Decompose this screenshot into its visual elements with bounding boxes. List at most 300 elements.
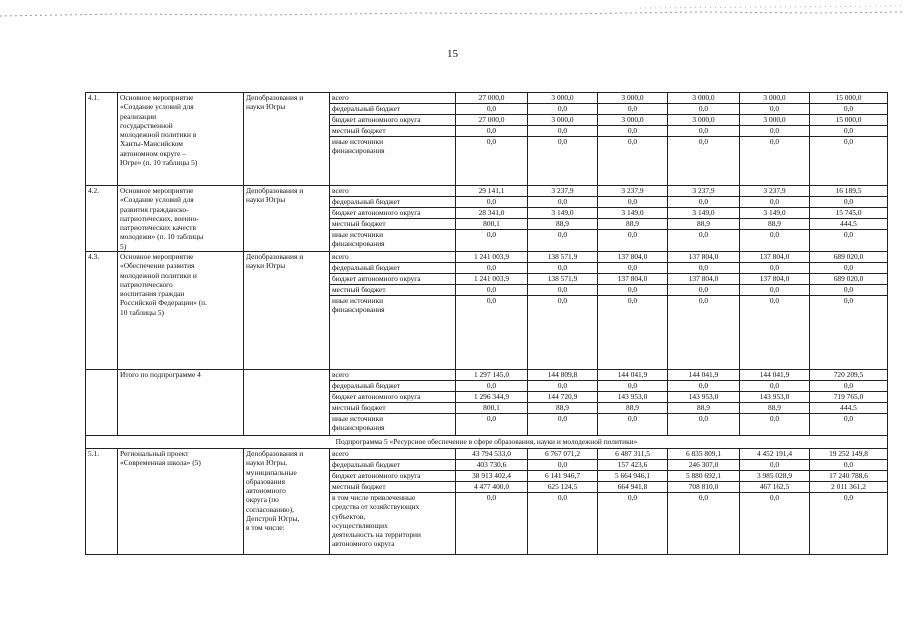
value-cell: 0,0 [810, 460, 888, 471]
source-cell-line: федеральный бюджет [332, 104, 401, 113]
source-cell-text [332, 414, 453, 433]
source-cell-text [332, 493, 453, 549]
value-cell: 3 000,0 [668, 115, 740, 126]
source-cell-line: всего [332, 93, 349, 102]
value-cell: 5 880 692,1 [668, 471, 740, 482]
value-cell: 144 041,9 [668, 370, 740, 381]
executor-cell-line: Депобразования и [246, 449, 304, 458]
source-cell [330, 126, 456, 137]
source-cell-text [332, 93, 453, 102]
value-cell: 0,0 [810, 493, 888, 555]
value-cell: 138 571,9 [528, 252, 598, 263]
value-cell: 0,0 [740, 126, 810, 137]
value-cell: 0,0 [598, 230, 668, 252]
event-cell-text [120, 93, 241, 167]
executor-cell-line: Депобразования и [246, 186, 304, 195]
source-cell-text [332, 392, 453, 401]
value-cell: 88,9 [668, 219, 740, 230]
source-cell-text [332, 104, 453, 113]
event-cell-line: «Современная школа» (5) [120, 458, 201, 468]
event-cell-text [120, 252, 241, 317]
source-cell [330, 414, 456, 436]
value-cell: 0,0 [456, 197, 528, 208]
value-cell: 0,0 [528, 285, 598, 296]
value-cell: 0,0 [456, 414, 528, 436]
source-cell [330, 137, 456, 186]
source-cell [330, 93, 456, 104]
value-cell: 0,0 [810, 104, 888, 115]
row-number: 4.3. [86, 252, 118, 370]
value-cell: 137 804,0 [668, 252, 740, 263]
value-cell: 88,9 [740, 403, 810, 414]
value-cell: 0,0 [456, 230, 528, 252]
value-cell: 719 765,0 [810, 392, 888, 403]
value-cell: 0,0 [456, 137, 528, 186]
executor-cell [244, 186, 330, 252]
source-cell-line: местный бюджет [332, 285, 386, 294]
value-cell: 1 241 003,9 [456, 274, 528, 285]
value-cell: 137 804,0 [668, 274, 740, 285]
source-cell-text [332, 471, 453, 480]
value-cell: 0,0 [456, 493, 528, 555]
value-cell: 88,9 [598, 219, 668, 230]
value-cell: 467 162,5 [740, 482, 810, 493]
value-cell: 0,0 [668, 285, 740, 296]
executor-cell [244, 449, 330, 555]
event-cell-line: патриотического [120, 279, 173, 289]
source-cell-line: осуществляющих [332, 520, 388, 530]
value-cell: 3 985 028,9 [740, 471, 810, 482]
value-cell: 246 307,0 [668, 460, 740, 471]
value-cell: 800,1 [456, 403, 528, 414]
value-cell: 3 149,0 [668, 208, 740, 219]
source-cell [330, 471, 456, 482]
value-cell: 0,0 [810, 414, 888, 436]
value-cell: 3 237,9 [668, 186, 740, 197]
source-cell-line: всего [332, 252, 349, 261]
value-cell: 664 941,8 [598, 482, 668, 493]
source-cell [330, 186, 456, 197]
value-cell: 3 149,0 [528, 208, 598, 219]
value-cell: 0,0 [668, 414, 740, 436]
event-cell-line: патриотических, военно- [120, 213, 199, 223]
value-cell: 4 452 191,4 [740, 449, 810, 460]
value-cell: 0,0 [598, 137, 668, 186]
source-cell-text [332, 186, 453, 195]
value-cell: 0,0 [740, 493, 810, 555]
value-cell: 0,0 [668, 381, 740, 392]
value-cell: 157 423,6 [598, 460, 668, 471]
financing-table [85, 92, 888, 555]
value-cell: 3 000,0 [598, 93, 668, 104]
value-cell: 0,0 [810, 230, 888, 252]
value-cell: 0,0 [528, 381, 598, 392]
source-cell [330, 370, 456, 381]
event-cell [118, 186, 244, 252]
event-cell-line: реализации [120, 111, 157, 121]
value-cell: 0,0 [810, 137, 888, 186]
value-cell: 88,9 [598, 403, 668, 414]
value-cell: 720 209,5 [810, 370, 888, 381]
value-cell: 3 149,0 [740, 208, 810, 219]
value-cell: 0,0 [668, 493, 740, 555]
source-cell-line: местный бюджет [332, 482, 386, 491]
source-cell-line: федеральный бюджет [332, 263, 401, 272]
value-cell: 6 141 946,7 [528, 471, 598, 482]
value-cell: 137 804,0 [740, 274, 810, 285]
value-cell: 3 000,0 [528, 93, 598, 104]
event-cell-line: 10 таблицы 5) [120, 307, 164, 317]
value-cell: 0,0 [810, 296, 888, 370]
value-cell: 0,0 [528, 296, 598, 370]
source-cell [330, 482, 456, 493]
source-cell [330, 219, 456, 230]
value-cell: 0,0 [528, 230, 598, 252]
source-cell-text [332, 208, 453, 217]
source-cell-line: иные источники [332, 296, 384, 305]
source-cell [330, 230, 456, 252]
subprogram-row [86, 436, 888, 449]
value-cell: 1 297 145,0 [456, 370, 528, 381]
event-cell-text [120, 186, 241, 251]
source-cell-line: средства от хозяйствующих [332, 502, 420, 512]
value-cell: 3 000,0 [598, 115, 668, 126]
value-cell: 29 141,1 [456, 186, 528, 197]
executor-cell-line: науки Югры [246, 195, 286, 205]
source-cell-text [332, 285, 453, 294]
source-cell [330, 285, 456, 296]
source-cell-line: финансирования [332, 423, 385, 433]
source-cell-line: финансирования [332, 239, 385, 249]
value-cell: 3 237,9 [740, 186, 810, 197]
executor-cell [244, 93, 330, 186]
event-cell-line: «Создание условий для [120, 102, 194, 112]
value-cell: 0,0 [668, 126, 740, 137]
value-cell: 0,0 [598, 296, 668, 370]
value-cell: 708 810,0 [668, 482, 740, 493]
value-cell: 6 835 809,1 [668, 449, 740, 460]
event-cell [118, 449, 244, 555]
event-cell-line: Основное мероприятие [120, 252, 194, 261]
value-cell: 0,0 [740, 137, 810, 186]
event-cell [118, 93, 244, 186]
table-row [86, 186, 888, 197]
value-cell: 0,0 [810, 126, 888, 137]
row-number: 5.1. [86, 449, 118, 555]
value-cell: 27 000,0 [456, 93, 528, 104]
value-cell: 3 237,9 [528, 186, 598, 197]
event-cell-line: Основное мероприятие [120, 93, 194, 102]
value-cell: 0,0 [528, 197, 598, 208]
value-cell: 88,9 [528, 219, 598, 230]
source-cell-text [332, 274, 453, 283]
page-number: 15 [447, 48, 458, 60]
event-cell-line: 5) [120, 241, 127, 251]
source-cell-line: федеральный бюджет [332, 381, 401, 390]
source-cell [330, 104, 456, 115]
value-cell: 88,9 [668, 403, 740, 414]
executor-cell-line: науки Югры [246, 102, 286, 112]
value-cell: 689 020,0 [810, 252, 888, 263]
value-cell: 137 804,0 [740, 252, 810, 263]
value-cell: 137 804,0 [598, 252, 668, 263]
value-cell: 0,0 [740, 263, 810, 274]
executor-cell-line: науки Югры, [246, 458, 288, 468]
source-cell-line: всего [332, 186, 349, 195]
source-cell-line: в том числе привлеченные [332, 493, 416, 502]
value-cell: 0,0 [598, 285, 668, 296]
value-cell: 0,0 [528, 263, 598, 274]
source-cell-line: бюджет автономного округа [332, 471, 421, 480]
source-cell [330, 381, 456, 392]
event-cell-line: «Создание условий для [120, 195, 194, 205]
value-cell: 0,0 [668, 296, 740, 370]
executor-cell-text [246, 252, 327, 271]
event-cell-line: автономном округе – [120, 148, 186, 158]
value-cell: 3 000,0 [668, 93, 740, 104]
value-cell: 43 794 533,0 [456, 449, 528, 460]
value-cell: 0,0 [528, 126, 598, 137]
source-cell-text [332, 263, 453, 272]
source-cell-text [332, 370, 453, 379]
value-cell: 625 124,5 [528, 482, 598, 493]
value-cell: 0,0 [668, 263, 740, 274]
value-cell: 143 953,0 [598, 392, 668, 403]
source-cell-line: бюджет автономного округа [332, 274, 421, 283]
total-label [118, 370, 244, 436]
executor-cell-line: Депобразования и [246, 252, 304, 261]
source-cell-line: автономного округа [332, 539, 395, 549]
source-cell-text [332, 137, 453, 156]
source-cell-line: бюджет автономного округа [332, 208, 421, 217]
event-cell-line: «Обеспечение развития [120, 261, 195, 271]
row-number-empty [86, 370, 118, 436]
event-cell-line: молодежи» (п. 10 таблицы [120, 232, 204, 242]
executor-cell-text [246, 93, 327, 112]
source-cell [330, 493, 456, 555]
value-cell: 0,0 [740, 285, 810, 296]
source-cell-text [332, 482, 453, 491]
source-cell-text [332, 115, 453, 124]
source-cell-text [332, 197, 453, 206]
value-cell: 403 730,6 [456, 460, 528, 471]
value-cell: 0,0 [598, 414, 668, 436]
value-cell: 0,0 [668, 137, 740, 186]
executor-empty [244, 370, 330, 436]
value-cell: 15 000,0 [810, 115, 888, 126]
source-cell-text [332, 252, 453, 261]
source-cell-line: субъектов, [332, 511, 366, 521]
value-cell: 15 000,0 [810, 93, 888, 104]
source-cell-line: федеральный бюджет [332, 197, 401, 206]
event-cell-line: государственной [120, 120, 173, 130]
source-cell-line: иные источники [332, 414, 384, 423]
value-cell: 144 041,9 [598, 370, 668, 381]
source-cell-text [332, 230, 453, 249]
event-cell-line: молодежной политики и [120, 270, 197, 280]
executor-cell-line: образования [246, 476, 285, 486]
value-cell: 0,0 [810, 285, 888, 296]
value-cell: 6 767 071,2 [528, 449, 598, 460]
table-row [86, 93, 888, 104]
source-cell [330, 392, 456, 403]
executor-cell-text [246, 186, 327, 205]
value-cell: 0,0 [740, 414, 810, 436]
value-cell: 0,0 [598, 126, 668, 137]
event-cell-text [120, 449, 241, 468]
value-cell: 0,0 [740, 104, 810, 115]
value-cell: 0,0 [528, 493, 598, 555]
source-cell-line: местный бюджет [332, 126, 386, 135]
total-label-text [120, 370, 241, 379]
value-cell: 0,0 [598, 493, 668, 555]
value-cell: 0,0 [598, 381, 668, 392]
value-cell: 0,0 [740, 381, 810, 392]
value-cell: 143 953,0 [668, 392, 740, 403]
value-cell: 0,0 [456, 285, 528, 296]
source-cell-line: местный бюджет [332, 403, 386, 412]
row-number: 4.1. [86, 93, 118, 186]
value-cell: 0,0 [740, 197, 810, 208]
value-cell: 88,9 [740, 219, 810, 230]
value-cell: 3 000,0 [528, 115, 598, 126]
value-cell: 144 720,9 [528, 392, 598, 403]
value-cell: 444,5 [810, 219, 888, 230]
executor-cell-line: согласованию), [246, 504, 294, 514]
value-cell: 144 041,9 [740, 370, 810, 381]
source-cell [330, 252, 456, 263]
executor-cell-line: муниципальные [246, 467, 297, 477]
event-cell-line: молодежной политики в [120, 130, 197, 139]
value-cell: 0,0 [810, 263, 888, 274]
source-cell-line: иные источники [332, 230, 384, 239]
value-cell: 0,0 [598, 104, 668, 115]
source-cell [330, 115, 456, 126]
event-cell-line: Основное мероприятие [120, 186, 194, 195]
subprogram-title: Подпрограмма 5 «Ресурсное обеспечение в сфере образования, науки и молодежной политики» [86, 436, 888, 449]
value-cell: 0,0 [528, 460, 598, 471]
source-cell-text [332, 403, 453, 412]
value-cell: 137 804,0 [598, 274, 668, 285]
event-cell [118, 252, 244, 370]
value-cell: 0,0 [456, 263, 528, 274]
table-row [86, 449, 888, 460]
value-cell: 88,9 [528, 403, 598, 414]
executor-cell-line: науки Югры [246, 261, 286, 271]
value-cell: 3 000,0 [740, 115, 810, 126]
source-cell-line: всего [332, 449, 349, 458]
total-label-line: Итого по подпрограмме 4 [120, 370, 201, 379]
source-cell-text [332, 296, 453, 315]
event-cell-line: патриотических качеств [120, 223, 196, 232]
source-cell-line: федеральный бюджет [332, 460, 401, 469]
source-cell-text [332, 381, 453, 390]
source-cell-line: бюджет автономного округа [332, 392, 421, 401]
value-cell: 6 487 311,5 [598, 449, 668, 460]
source-cell-line: местный бюджет [332, 219, 386, 228]
value-cell: 3 149,0 [598, 208, 668, 219]
value-cell: 38 913 402,4 [456, 471, 528, 482]
value-cell: 0,0 [668, 104, 740, 115]
value-cell: 19 252 149,8 [810, 449, 888, 460]
value-cell: 27 000,0 [456, 115, 528, 126]
source-cell [330, 449, 456, 460]
executor-cell [244, 252, 330, 370]
value-cell: 0,0 [598, 197, 668, 208]
value-cell: 0,0 [810, 197, 888, 208]
source-cell-line: финансирования [332, 146, 385, 156]
value-cell: 0,0 [528, 414, 598, 436]
value-cell: 0,0 [456, 126, 528, 137]
event-cell-line: воспитания граждан [120, 289, 185, 298]
value-cell: 0,0 [668, 230, 740, 252]
value-cell: 0,0 [740, 230, 810, 252]
source-cell-text [332, 126, 453, 135]
value-cell: 0,0 [456, 104, 528, 115]
value-cell: 0,0 [810, 381, 888, 392]
scan-edge-noise [0, 2, 905, 18]
value-cell: 15 745,0 [810, 208, 888, 219]
executor-cell-line: Депобразования и [246, 93, 304, 102]
value-cell: 3 237,9 [598, 186, 668, 197]
source-cell-text [332, 449, 453, 458]
value-cell: 138 571,9 [528, 274, 598, 285]
executor-cell-line: Депстрой Югры, [246, 513, 300, 523]
source-cell-line: деятельность на территории [332, 530, 421, 539]
source-cell [330, 460, 456, 471]
event-cell-line: Югре» (п. 10 таблицы 5) [120, 157, 198, 167]
value-cell: 144 809,8 [528, 370, 598, 381]
value-cell: 1 296 344,9 [456, 392, 528, 403]
source-cell [330, 263, 456, 274]
value-cell: 800,1 [456, 219, 528, 230]
value-cell: 444,5 [810, 403, 888, 414]
value-cell: 0,0 [456, 381, 528, 392]
executor-cell-text [246, 449, 327, 532]
source-cell [330, 403, 456, 414]
source-cell-line: всего [332, 370, 349, 379]
executor-cell-line: в том числе: [246, 523, 285, 532]
source-cell-line: финансирования [332, 305, 385, 315]
table-row [86, 370, 888, 381]
value-cell: 17 240 788,6 [810, 471, 888, 482]
table-row [86, 252, 888, 263]
value-cell: 5 664 946,1 [598, 471, 668, 482]
event-cell-line: Ханты-Мансийском [120, 139, 183, 149]
source-cell [330, 208, 456, 219]
source-cell-text [332, 219, 453, 228]
value-cell: 28 341,0 [456, 208, 528, 219]
source-cell-line: бюджет автономного округа [332, 115, 421, 124]
value-cell: 689 020,0 [810, 274, 888, 285]
source-cell [330, 197, 456, 208]
value-cell: 1 241 003,9 [456, 252, 528, 263]
source-cell-text [332, 460, 453, 469]
value-cell: 0,0 [528, 137, 598, 186]
event-cell-line: Региональный проект [120, 449, 189, 458]
value-cell: 4 477 400,0 [456, 482, 528, 493]
executor-cell-line: автономного [246, 486, 286, 495]
value-cell: 16 189,5 [810, 186, 888, 197]
value-cell: 143 953,0 [740, 392, 810, 403]
value-cell: 2 011 361,2 [810, 482, 888, 493]
value-cell: 0,0 [668, 197, 740, 208]
executor-cell-line: округа (по [246, 495, 279, 505]
value-cell: 0,0 [740, 296, 810, 370]
source-cell [330, 296, 456, 370]
row-number: 4.2. [86, 186, 118, 252]
event-cell-line: развития гражданско- [120, 204, 189, 214]
